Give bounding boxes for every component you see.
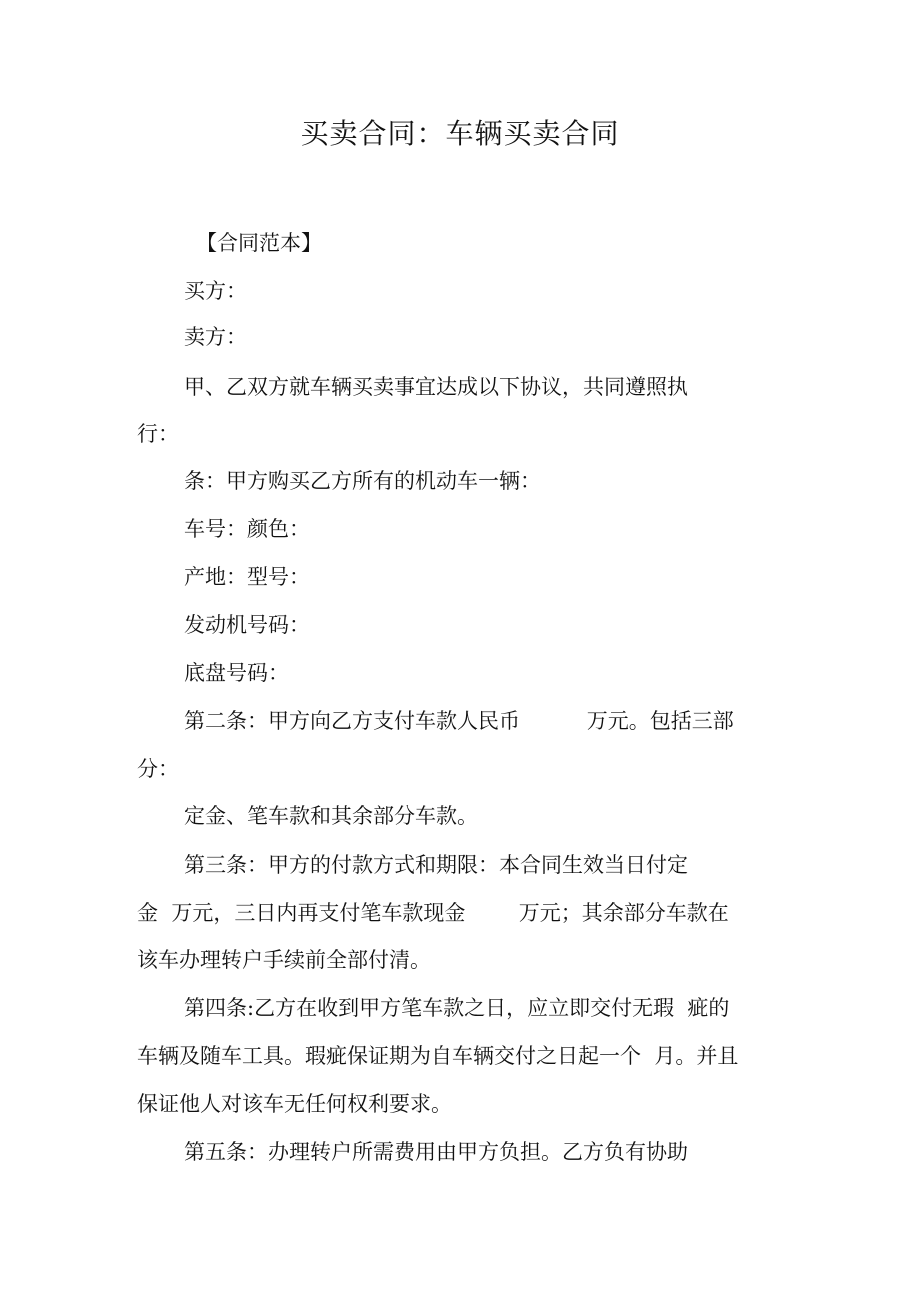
article-three-continuation-2: 该车办理转户手续前全部付清。 (137, 948, 431, 972)
article-two-continuation: 分： (137, 757, 179, 781)
article-three-line: 第三条：甲方的付款方式和期限：本合同生效当日付定 (184, 853, 688, 877)
article-one-line: 条：甲方购买乙方所有的机动车一辆： (184, 469, 541, 493)
article-four-line: 第四条:乙方在收到甲方笔车款之日，应立即交付无瑕 疵的 (184, 996, 730, 1020)
preamble-line: 甲、乙双方就车辆买卖事宜达成以下协议，共同遵照执 (184, 375, 688, 399)
buyer-line: 买方： (184, 279, 247, 303)
contract-template-label: 【合同范本】 (196, 231, 322, 255)
chassis-number-line: 底盘号码： (184, 661, 289, 685)
article-three-continuation-1: 金 万元，三日内再支付笔车款现金 万元；其余部分车款在 (137, 901, 729, 925)
article-four-continuation-1: 车辆及随车工具。瑕疵保证期为自车辆交付之日起一个 月。并且 (137, 1044, 739, 1068)
payment-parts-line: 定金、笔车款和其余部分车款。 (184, 804, 478, 828)
article-two-line: 第二条：甲方向乙方支付车款人民币 万元。包括三部 (184, 709, 734, 733)
origin-model-line: 产地：型号： (184, 565, 310, 589)
article-five-line: 第五条：办理转户所需费用由甲方负担。乙方负有协助 (184, 1140, 688, 1164)
document-title: 买卖合同：车辆买卖合同 (300, 117, 620, 150)
article-four-continuation-2: 保证他人对该车无任何权利要求。 (137, 1092, 452, 1116)
engine-number-line: 发动机号码： (184, 613, 310, 637)
seller-line: 卖方： (184, 325, 247, 349)
preamble-continuation: 行： (137, 422, 179, 446)
plate-color-line: 车号：颜色： (184, 517, 310, 541)
